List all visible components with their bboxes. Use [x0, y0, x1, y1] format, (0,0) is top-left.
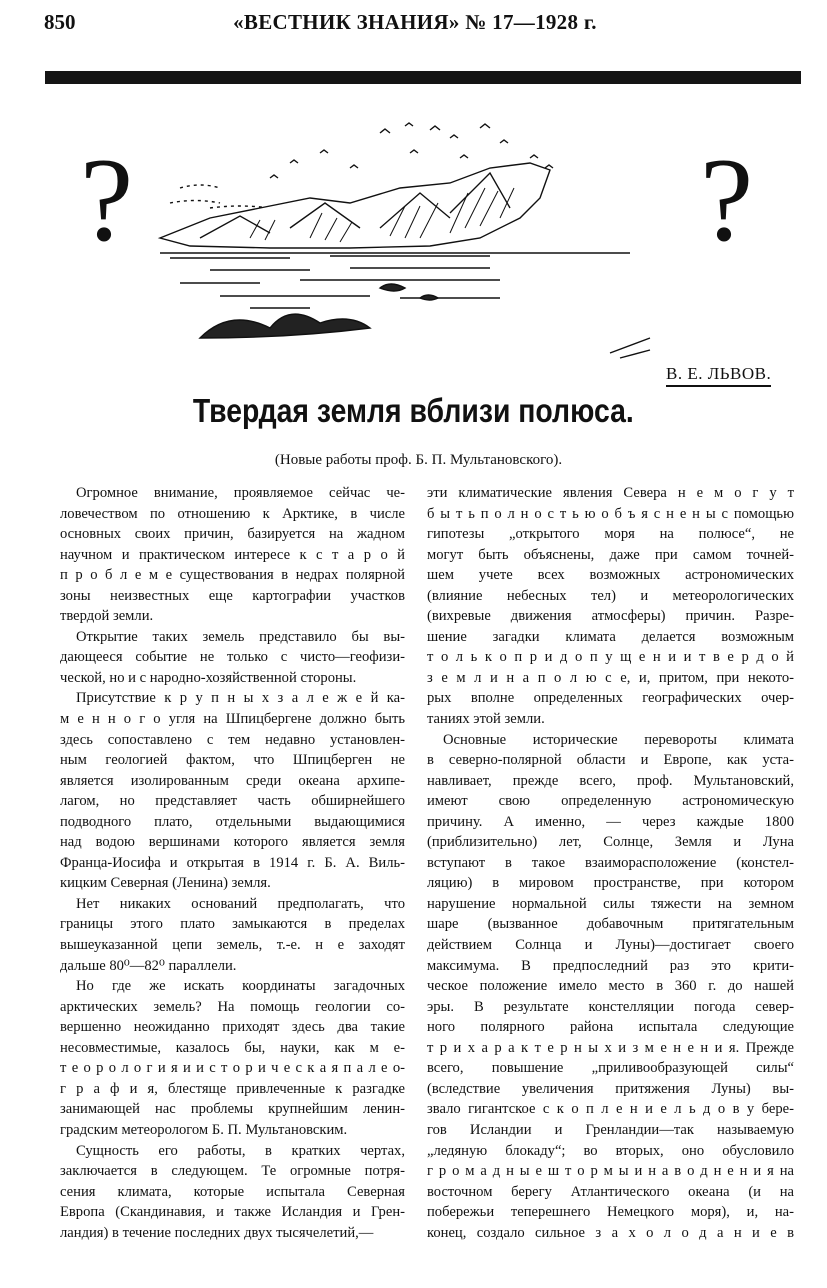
text-line: максимума. В предпоследний раз это крити- — [427, 957, 794, 974]
text-line: побережьи теперешнего Немецкого моря), и, на- — [427, 1204, 794, 1221]
text-line: Основные исторические перевороты климата — [443, 731, 794, 748]
text-column-right — [427, 483, 794, 1243]
text-line: (вследствие увеличения притяжения Луны) вы- — [427, 1080, 794, 1097]
paragraph — [427, 730, 794, 1244]
paragraph — [60, 894, 405, 976]
paragraph — [60, 483, 405, 627]
text-line: т о л ь к о п р и д о п у щ е н и и т в е р д о й — [427, 649, 794, 666]
text-line: кицким Северная (Ленина) земля. — [60, 875, 271, 892]
text-line: рых вполне определенных географических очер- — [427, 690, 794, 707]
text-line: твердой земли. — [60, 608, 154, 625]
text-line: вершенно неожиданно приходят здесь два такие — [60, 1019, 405, 1036]
text-line: восточном берегу Атлантического океана (и на — [427, 1183, 794, 1200]
article-title — [0, 392, 827, 430]
text-line: (влияние небесных тел) и метеорологических — [427, 587, 794, 604]
text-line: Франца-Иосифа и открытая в 1914 г. Б. А. Виль- — [60, 854, 405, 871]
paragraph — [60, 688, 405, 893]
text-line: ляцию) в мировом пространстве, при котором — [427, 875, 794, 892]
text-line: г р а ф и я, блестяще привлеченные к разгадке — [60, 1080, 405, 1097]
text-line: п р о б л е м е существования в недрах полярной — [60, 567, 405, 584]
text-line: дающееся событие не только с чисто—геофизи- — [60, 649, 405, 666]
arctic-landscape-illustration — [150, 108, 670, 363]
paragraph — [60, 976, 405, 1140]
paragraph — [60, 627, 405, 689]
text-line: ческое положение имело место в 360 г. до нашей — [427, 978, 794, 995]
text-line: является изолированным среди океана архипе- — [60, 772, 405, 789]
text-line: г р о м а д н ы е ш т о р м ы и н а в о д н е н и я на — [427, 1163, 794, 1180]
text-line: шение загадки климата делается возможным — [427, 628, 794, 645]
text-line: в северно-полярной области и Европе, как уста- — [427, 752, 794, 769]
question-mark-right: ? — [700, 133, 754, 266]
question-mark-left: ? — [80, 133, 134, 266]
text-line: м е н н о г о угля на Шпицбергене должно быть — [60, 711, 405, 728]
text-line: (вихревые движения атмосферы) причин. Разре- — [427, 608, 794, 625]
text-line: над водою вершинами которого является земля — [60, 834, 405, 851]
text-line: причину. А именно, — через каждые 1800 — [427, 813, 794, 830]
article-subtitle: (Новые работы проф. Б. П. Мультановского). — [274, 452, 563, 468]
text-line: заключается в следующем. Те огромные потря- — [60, 1163, 405, 1180]
text-line: имеют свою определенную астрономическую — [427, 793, 794, 810]
text-line: эры. В результате констелляции погода север- — [427, 998, 794, 1015]
text-line: действием Солнца и Луны)—достигает своего — [427, 937, 794, 954]
text-line: (приблизительно) лет, Солнце, Земля и Луна — [427, 834, 794, 851]
text-line: таниях этой земли. — [427, 711, 545, 728]
text-line: научном и практическом интересе к с т а р о й — [60, 546, 405, 563]
text-line: Открытие таких земель представило бы вы- — [76, 628, 405, 645]
text-line: ного полярного района испытала следующие — [427, 1019, 794, 1036]
text-line: конец, создало сильное з а х о л о д а н и е в — [427, 1224, 794, 1241]
text-line: Европа (Скандинавия, и также Исландия и Грен- — [60, 1204, 405, 1221]
header-rule — [45, 71, 801, 84]
text-line: дальше 80⁰—82⁰ параллели. — [60, 957, 237, 974]
text-line: зоны неизвестных еще картографии участков — [60, 587, 405, 604]
text-line: гов Исландии и Гренландии—так называемую — [427, 1121, 794, 1138]
text-line: подводного плато, отдельными выдающимися — [60, 813, 405, 830]
text-line: звало гигантское с к о п л е н и е л ь д о в у бере- — [427, 1101, 794, 1118]
text-line: Но где же искать координаты загадочных — [76, 978, 405, 995]
text-line: з е м л и н а п о л ю с е, и, притом, при некото- — [427, 669, 794, 686]
text-line: сения климата, которые испытала Северная — [60, 1183, 405, 1200]
text-line: вышеуказанной цепи земель, т.-е. н е заходят — [60, 937, 405, 954]
article-title-text: Твердая земля вблизи полюса. — [193, 392, 634, 429]
text-line: занимающей нас проблемы крупнейшим ленин- — [60, 1101, 405, 1118]
paragraph — [427, 483, 794, 730]
text-line: могут быть объяснены, даже при самом точней- — [427, 546, 794, 563]
page-number: 850 — [44, 10, 76, 34]
text-line: ловечеством по отношению к Арктике, в числе — [60, 505, 405, 522]
text-line: лагом, но представляет часть обширнейшего — [60, 793, 405, 810]
text-line: т е о р о л о г и я и и с т о р и ч е с к а я п а л е о- — [60, 1060, 405, 1077]
text-line: нарушение нормальной силы тяжести на земном — [427, 895, 794, 912]
text-line: гипотезы „открытого моря на полюсе“, не — [427, 526, 794, 543]
text-line: границы этого плато замыкаются в пределах — [60, 916, 405, 933]
text-line: „ледяную блокаду“; во вторых, оно обусловило — [427, 1142, 794, 1159]
text-line: навливает, прежде всего, проф. Мультановский, — [427, 772, 794, 789]
text-line: вступают в такое взаиморасположение (констел- — [427, 854, 794, 871]
text-column-left — [60, 483, 405, 1243]
text-line: шем учете всех возможных астрономических — [427, 567, 794, 584]
text-line: Сущность его работы, в кратких чертах, — [76, 1142, 405, 1159]
text-line: Огромное внимание, проявляемое сейчас че- — [76, 485, 405, 501]
article-author: В. Е. ЛЬВОВ. — [666, 364, 771, 387]
text-line: несовместимые, казалось бы, науки, как м е- — [60, 1039, 405, 1056]
text-line: всего, повышение „приливообразующей силы“ — [427, 1060, 794, 1077]
text-line: эти климатические явления Севера н е м о г у т — [427, 485, 794, 501]
text-line: Нет никаких оснований предполагать, что — [76, 895, 405, 912]
text-line: т р и х а р а к т е р н ы х и з м е н е н и я. Прежде — [427, 1039, 794, 1056]
paragraph — [60, 1141, 405, 1244]
text-line: арктических земель? На помощь геологии со- — [60, 998, 405, 1015]
text-line: градским метеорологом Б. П. Мультановским. — [60, 1121, 348, 1138]
text-line: шаре (вызванное добавочным притягательным — [427, 916, 794, 933]
text-line: ческой, но и с народно-хозяйственной стороны. — [60, 669, 357, 686]
text-line: здесь сопоставлено с тем недавно установлен- — [60, 731, 405, 748]
text-line: ным геологией фактом, что Шпицберген не — [60, 752, 405, 769]
text-line: основных своих причин, базируется на жадном — [60, 526, 405, 543]
text-line: Присутствие к р у п н ы х з а л е ж е й ка- — [76, 690, 405, 707]
text-line: ландия) в течение последних двух тысячелетий,— — [60, 1224, 374, 1241]
text-line: б ы т ь п о л н о с т ь ю о б ъ я с н е н ы с помощью — [427, 505, 794, 522]
journal-header: «ВЕСТНИК ЗНАНИЯ» № 17—1928 г. — [233, 10, 597, 34]
